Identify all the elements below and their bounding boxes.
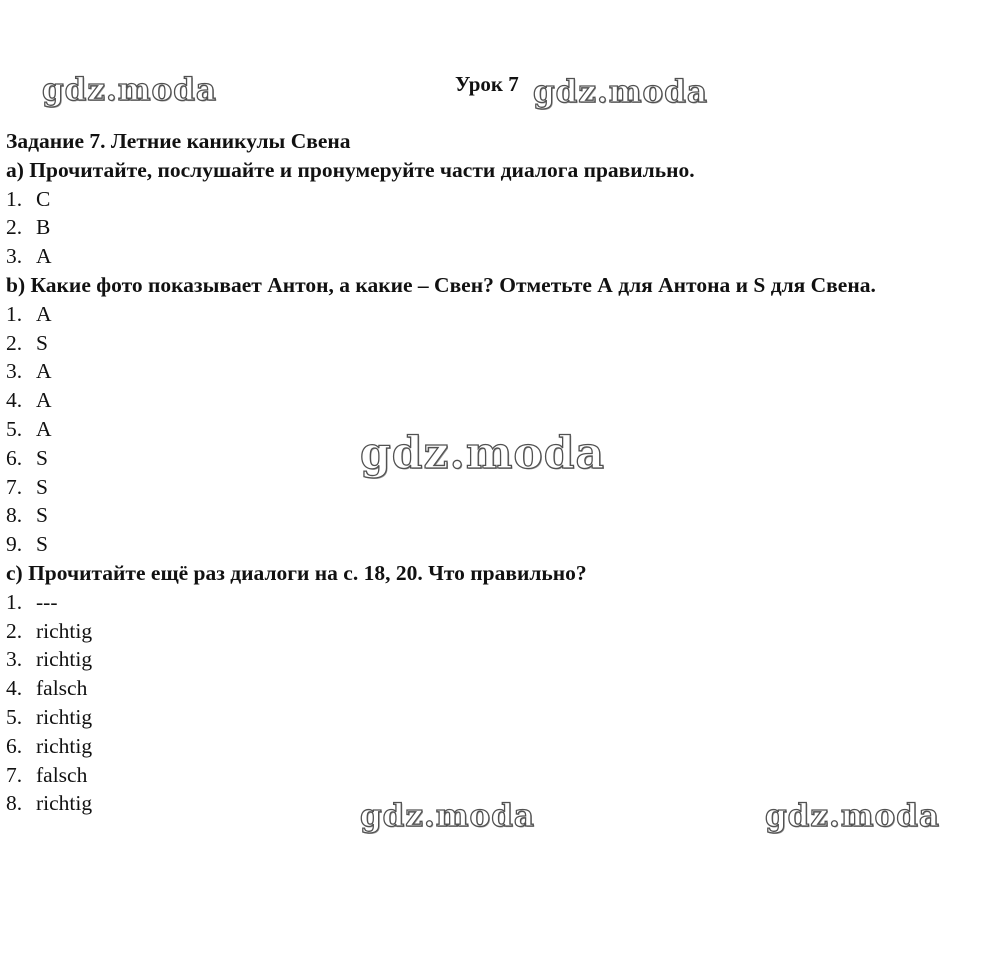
watermark: gdz.moda	[42, 72, 217, 108]
list-item	[6, 732, 986, 761]
list-item	[6, 501, 986, 530]
task-title: Задание 7. Летние каникулы Свена	[6, 129, 351, 153]
item-value: A	[36, 244, 52, 269]
list-item	[6, 588, 986, 617]
item-number: 8.	[6, 791, 23, 816]
item-value: C	[36, 186, 51, 211]
item-value: ---	[36, 589, 58, 614]
item-number: 4.	[6, 676, 23, 701]
list-item	[6, 213, 986, 242]
item-value: richtig	[36, 733, 93, 758]
list-item	[6, 761, 986, 790]
item-value: S	[36, 330, 48, 355]
item-value: richtig	[36, 791, 93, 816]
section-a-heading: a) Прочитайте, послушайте и пронумеруйте части диалога правильно.	[6, 157, 695, 182]
item-number: 7.	[6, 474, 23, 499]
item-number: 6.	[6, 445, 23, 470]
list-item	[6, 645, 986, 674]
item-value: richtig	[36, 647, 93, 672]
item-number: 2.	[6, 618, 23, 643]
watermark: gdz.moda	[360, 798, 535, 834]
item-number: 6.	[6, 733, 23, 758]
item-value: falsch	[36, 676, 88, 701]
watermark: gdz.moda	[765, 798, 940, 834]
item-number: 1.	[6, 589, 23, 614]
item-value: S	[36, 532, 48, 557]
item-number: 4.	[6, 388, 23, 413]
item-value: A	[36, 359, 52, 384]
item-number: 8.	[6, 503, 23, 528]
item-value: B	[36, 215, 51, 240]
list-item	[6, 329, 986, 358]
section-c-heading: c) Прочитайте ещё раз диалоги на с. 18, 20. Что правильно?	[6, 560, 587, 585]
item-number: 1.	[6, 301, 23, 326]
item-value: S	[36, 445, 48, 470]
item-number: 3.	[6, 244, 23, 269]
item-value: A	[36, 416, 52, 441]
list-item	[6, 703, 986, 732]
watermark: gdz.moda	[533, 74, 708, 110]
item-number: 5.	[6, 416, 23, 441]
item-value: richtig	[36, 618, 93, 643]
watermark: gdz.moda	[360, 428, 606, 479]
lesson-title: Урок 7	[455, 72, 519, 96]
section-b-heading: b) Какие фото показывает Антон, а какие – Свен? Отметьте А для Антона и S для Свена.	[6, 272, 876, 297]
item-value: A	[36, 388, 52, 413]
list-item	[6, 242, 986, 271]
item-number: 5.	[6, 704, 23, 729]
list-item	[6, 357, 986, 386]
item-number: 2.	[6, 215, 23, 240]
list-item	[6, 674, 986, 703]
item-number: 3.	[6, 359, 23, 384]
item-value: S	[36, 503, 48, 528]
list-item	[6, 185, 986, 214]
item-number: 9.	[6, 532, 23, 557]
item-value: richtig	[36, 704, 93, 729]
list-item	[6, 300, 986, 329]
list-item	[6, 617, 986, 646]
item-number: 1.	[6, 186, 23, 211]
item-number: 2.	[6, 330, 23, 355]
list-item	[6, 386, 986, 415]
item-value: S	[36, 474, 48, 499]
item-number: 7.	[6, 762, 23, 787]
item-value: falsch	[36, 762, 88, 787]
list-item	[6, 530, 986, 559]
item-value: A	[36, 301, 52, 326]
item-number: 3.	[6, 647, 23, 672]
